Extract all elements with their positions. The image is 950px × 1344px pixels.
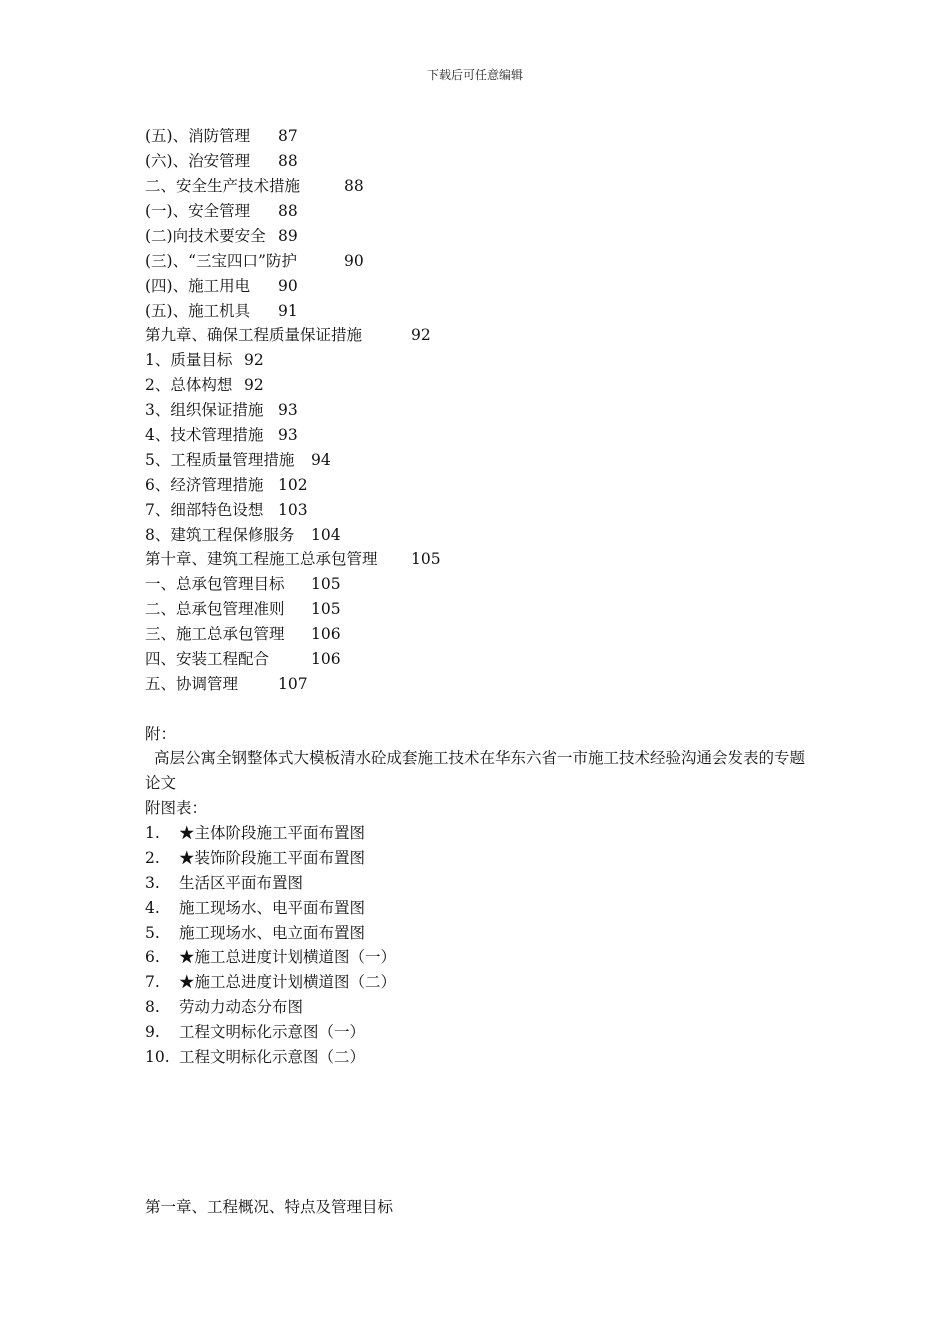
toc-text: 第十章、建筑工程施工总承包管理 — [145, 550, 378, 568]
list-item — [145, 997, 303, 1017]
list-text: 劳动力动态分布图 — [179, 998, 304, 1016]
toc-item — [145, 425, 298, 445]
toc-text: 二、总承包管理准则 — [145, 600, 285, 618]
toc-item — [145, 251, 364, 271]
toc-text: 7、细部特色设想 — [145, 501, 264, 519]
list-text: ★施工总进度计划横道图（一） — [179, 948, 397, 966]
toc-page: 94 — [311, 451, 331, 469]
toc-page: 88 — [344, 177, 364, 195]
toc-text: 5、工程质量管理措施 — [145, 451, 295, 469]
list-item — [145, 898, 365, 918]
toc-item — [145, 525, 341, 545]
page-header: 下载后可任意编辑 — [426, 68, 523, 82]
toc-page: 107 — [278, 675, 308, 693]
list-item — [145, 823, 365, 843]
chapter-heading: 第一章、工程概况、特点及管理目标 — [145, 1198, 394, 1216]
list-number: 4. — [145, 899, 160, 917]
list-text: ★主体阶段施工平面布置图 — [179, 824, 366, 842]
toc-text: 第九章、确保工程质量保证措施 — [145, 326, 363, 344]
appendix-paper: 高层公寓全钢整体式大模板清水砼成套施工技术在华东六省一市施工技术经验沟通会发表的专题论文 — [145, 749, 806, 792]
toc-text: (六)、治安管理 — [145, 152, 251, 170]
toc-page: 93 — [278, 401, 298, 419]
toc-page: 102 — [278, 476, 308, 494]
toc-text: 8、建筑工程保修服务 — [145, 526, 295, 544]
toc-item — [145, 674, 308, 694]
list-number: 3. — [145, 874, 160, 892]
list-text: 生活区平面布置图 — [179, 874, 304, 892]
toc-page: 90 — [344, 252, 364, 270]
list-item — [145, 972, 396, 992]
toc-page: 103 — [278, 501, 308, 519]
figures-label: 附图表： — [145, 799, 208, 817]
list-number: 1. — [145, 824, 160, 842]
toc-text: 一、总承包管理目标 — [145, 575, 285, 593]
list-number: 9. — [145, 1023, 160, 1041]
list-number: 10. — [145, 1048, 170, 1066]
toc-page: 93 — [278, 426, 298, 444]
toc-item — [145, 375, 264, 395]
toc-text: 四、安装工程配合 — [145, 650, 270, 668]
toc-item — [145, 500, 308, 520]
list-number: 6. — [145, 948, 160, 966]
toc-text: (一)、安全管理 — [145, 202, 251, 220]
toc-page: 92 — [411, 326, 431, 344]
toc-page: 88 — [278, 202, 298, 220]
list-number: 2. — [145, 849, 160, 867]
toc-page: 91 — [278, 302, 298, 320]
list-number: 8. — [145, 998, 160, 1016]
toc-page: 88 — [278, 152, 298, 170]
list-item — [145, 873, 303, 893]
toc-item — [145, 325, 431, 345]
toc-page: 105 — [411, 550, 441, 568]
list-text: ★施工总进度计划横道图（二） — [179, 973, 397, 991]
list-text: 工程文明标化示意图（二） — [179, 1048, 366, 1066]
toc-item — [145, 126, 298, 146]
toc-page: 104 — [311, 526, 341, 544]
toc-item — [145, 450, 331, 470]
toc-item — [145, 649, 341, 669]
toc-item — [145, 475, 308, 495]
toc-item — [145, 574, 341, 594]
toc-item — [145, 151, 298, 171]
toc-item — [145, 549, 441, 569]
toc-text: 三、施工总承包管理 — [145, 625, 285, 643]
toc-text: 6、经济管理措施 — [145, 476, 264, 494]
toc-item — [145, 226, 298, 246]
list-number: 5. — [145, 924, 160, 942]
toc-text: (三)、“三宝四口”防护 — [145, 252, 297, 270]
list-item — [145, 1022, 365, 1042]
toc-page: 89 — [278, 227, 298, 245]
list-text: 工程文明标化示意图（一） — [179, 1023, 366, 1041]
appendix-label: 附： — [145, 725, 177, 743]
list-text: 施工现场水、电立面布置图 — [179, 924, 366, 942]
toc-text: (五)、施工机具 — [145, 302, 251, 320]
list-item — [145, 848, 365, 868]
toc-text: 2、总体构想 — [145, 376, 233, 394]
toc-text: 4、技术管理措施 — [145, 426, 264, 444]
toc-item — [145, 201, 298, 221]
toc-page: 90 — [278, 277, 298, 295]
toc-text: 二、安全生产技术措施 — [145, 177, 301, 195]
list-item — [145, 947, 396, 967]
toc-item — [145, 176, 364, 196]
toc-text: 3、组织保证措施 — [145, 401, 264, 419]
toc-text: (四)、施工用电 — [145, 277, 251, 295]
list-text: 施工现场水、电平面布置图 — [179, 899, 366, 917]
toc-item — [145, 301, 298, 321]
toc-page: 106 — [311, 625, 341, 643]
toc-item — [145, 276, 298, 296]
toc-page: 105 — [311, 575, 341, 593]
list-item — [145, 923, 365, 943]
toc-text: (五)、消防管理 — [145, 127, 251, 145]
toc-text: (二)向技术要安全 — [145, 227, 266, 245]
toc-page: 87 — [278, 127, 298, 145]
toc-page: 106 — [311, 650, 341, 668]
toc-item — [145, 400, 298, 420]
toc-item — [145, 599, 341, 619]
list-number: 7. — [145, 973, 160, 991]
toc-text: 五、协调管理 — [145, 675, 239, 693]
toc-text: 1、质量目标 — [145, 351, 233, 369]
toc-item — [145, 350, 264, 370]
toc-item — [145, 624, 341, 644]
toc-page: 105 — [311, 600, 341, 618]
list-text: ★装饰阶段施工平面布置图 — [179, 849, 366, 867]
list-item — [145, 1047, 365, 1067]
toc-page: 92 — [244, 376, 264, 394]
toc-page: 92 — [244, 351, 264, 369]
